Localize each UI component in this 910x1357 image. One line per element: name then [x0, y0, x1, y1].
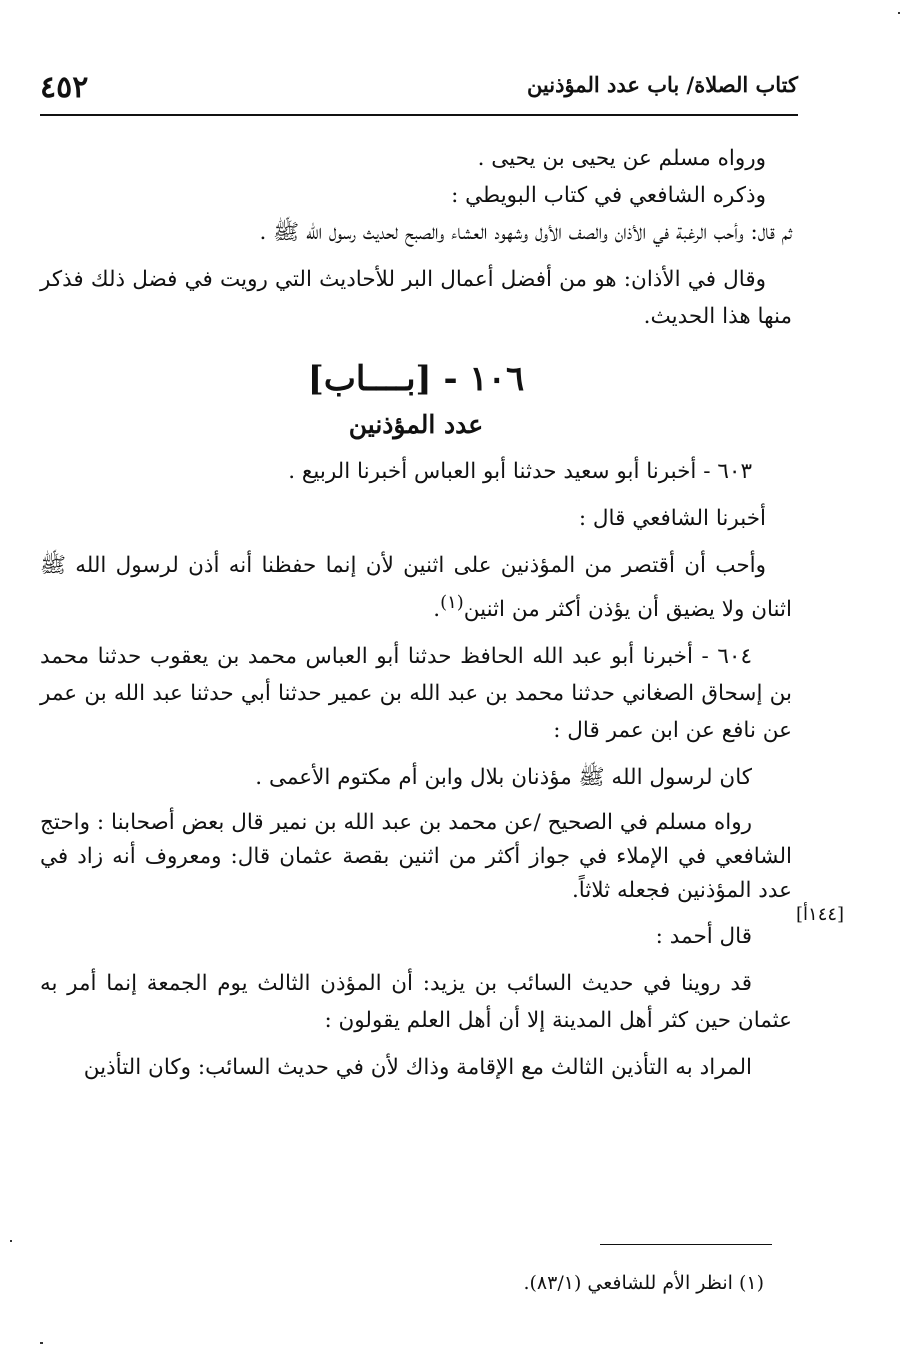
paragraph: ورواه مسلم عن يحيى بن يحيى .	[477, 146, 766, 171]
paragraph: ثم قال: وأحب الرغبة في الأذان والصف الأول وشهود العشاء والصبح لحديث رسول الله ﷺ .	[259, 220, 792, 245]
paragraph: قد روينا في حديث السائب بن يزيد: أن المؤذن الثالث يوم الجمعة إنما أمر به عثمان حين كثر أهل المدينة إلا أن أهل العلم يقولون :	[40, 971, 792, 1034]
hadith-603: ٦٠٣ - أخبرنا أبو سعيد حدثنا أبو العباس أخبرنا الربيع .	[288, 459, 752, 484]
footnote: (١) انظر الأم للشافعي (٨٣/١).	[523, 1272, 764, 1294]
paragraph-end: .	[433, 597, 441, 623]
paragraph: رواه مسلم في الصحيح /عن محمد بن عبد الله بن نمير قال بعض أصحابنا : واحتج الشافعي في الإملاء في جواز أكثر من اثنين بقصة عثمان قال: ومعروف أنه زاد في عدد المؤذنين فجعله ثلاثاً.	[40, 810, 792, 904]
scan-speck	[898, 12, 900, 14]
paragraph: كان لرسول الله ﷺ مؤذنان بلال وابن أم مكتوم الأعمى .	[255, 765, 752, 791]
body-text	[40, 140, 792, 1086]
manuscript-folio-ref: [١٤٤أ]	[796, 904, 845, 925]
paragraph: أخبرنا الشافعي قال :	[578, 506, 766, 531]
paragraph: قال أحمد :	[655, 924, 752, 950]
paragraph-text: وأحب أن أقتصر من المؤذنين على اثنين لأن إنما حفظنا أنه أذن لرسول الله ﷺ اثنان ولا يضيق أن يؤذن أكثر من اثنين	[40, 553, 792, 623]
running-title: كتاب الصلاة/ باب عدد المؤذنين	[526, 72, 798, 97]
page-header	[40, 62, 798, 116]
paragraph: وذكره الشافعي في كتاب البويطي :	[451, 183, 766, 208]
scan-speck	[10, 1240, 12, 1242]
chapter-heading: ١٠٦ - [بــــاب]	[307, 359, 525, 399]
footnote-divider	[600, 1244, 772, 1245]
chapter-subheading: عدد المؤذنين	[348, 410, 484, 439]
hadith-604: ٦٠٤ - أخبرنا أبو عبد الله الحافظ حدثنا أبو العباس محمد بن يعقوب حدثنا محمد بن إسحاق الصغاني حدثنا محمد بن عبد الله بن عمير حدثنا أبي حدثنا عبد الله بن عمر عن نافع عن ابن عمر قال :	[40, 644, 792, 744]
page-number: ٤٥٢	[40, 70, 89, 105]
paragraph	[40, 547, 792, 628]
footnote-marker: (١)	[440, 592, 464, 613]
paragraph: وقال في الأذان: هو من أفضل أعمال البر للأحاديث التي رويت في فضل ذلك فذكر منها هذا الحديث.	[40, 267, 792, 329]
paragraph: المراد به التأذين الثالث مع الإقامة وذاك لأن في حديث السائب: وكان التأذين	[83, 1055, 752, 1081]
scan-speck	[40, 1342, 43, 1344]
